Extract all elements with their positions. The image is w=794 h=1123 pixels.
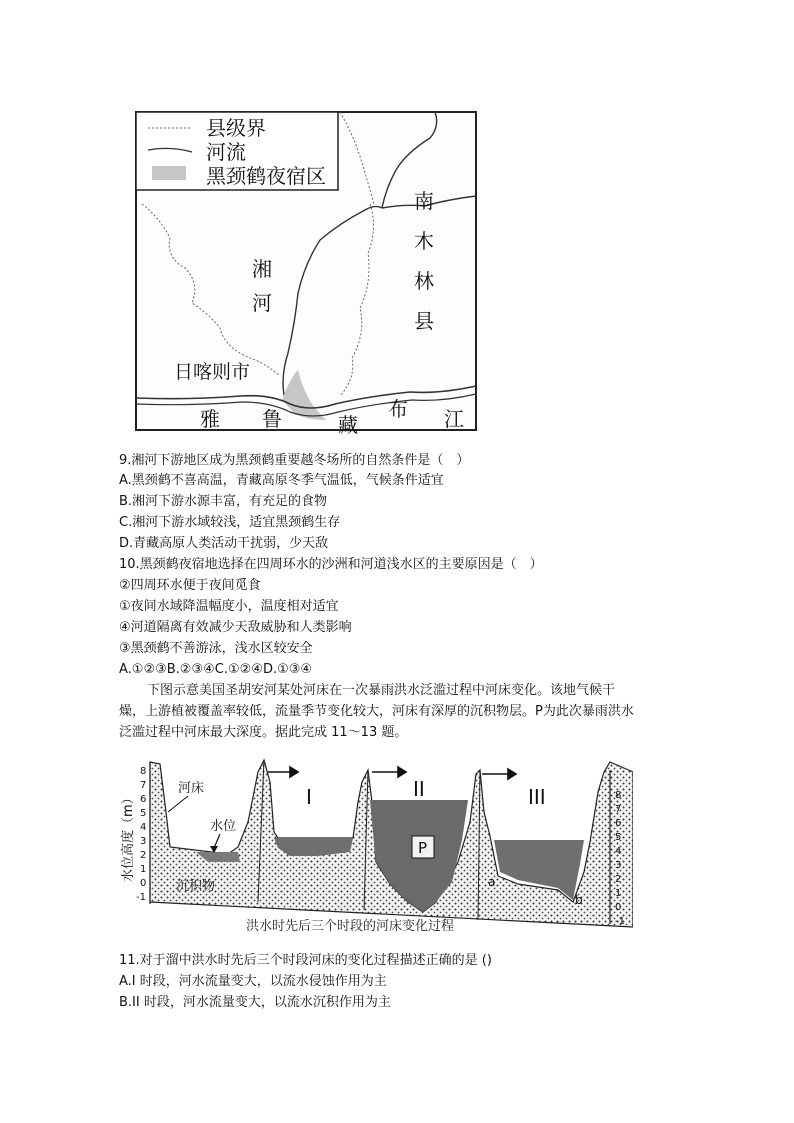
big-river-char: 雅 (200, 407, 220, 431)
right-tick: 4 (615, 846, 622, 857)
left-tick: 5 (140, 808, 147, 819)
left-tick: 3 (140, 836, 147, 847)
question-9-stem: 9.湘河下游地区成为黑颈鹤重要越冬场所的自然条件是（ ） (119, 453, 470, 468)
county-label-char: 林 (414, 269, 434, 293)
big-river-char: 布 (388, 397, 408, 421)
left-tick: 8 (140, 766, 147, 777)
river-label-char: 河 (252, 291, 272, 315)
legend-label-river: 河流 (206, 140, 246, 164)
city-label: 日喀则市 (174, 361, 251, 383)
left-tick: 4 (140, 822, 147, 833)
option-9b: B.湘河下游水源丰富，有充足的食物 (119, 494, 328, 509)
statement-2: ②四周环水便于夜间觅食 (119, 578, 261, 593)
intro-paragraph: 下图示意美国圣胡安河某处河床在一次暴雨洪水泛滥过程中河床变化。该地气候干燥，上游植被覆盖率较低，流量季节变化较大，河床有深厚的沉积物层。P为此次暴雨洪水泛滥过程中河床最大深度。据此完成 11～13 题。 (119, 683, 634, 740)
right-tick: 3 (615, 860, 622, 871)
option-9c: C.湘河下游水域较浅，适宜黑颈鹤生存 (119, 515, 341, 530)
stage-label-2: II (413, 777, 425, 801)
y-axis-label: 水位高度（m） (121, 791, 136, 882)
question-10-options: A.①②③B.②③④C.①②④D.①③④ (119, 662, 313, 677)
right-tick: 7 (615, 804, 622, 815)
county-label-char: 木 (414, 229, 434, 253)
left-tick: 1 (140, 864, 147, 875)
question-11-stem: 11.对于溜中洪水时先后三个时段河床的变化过程描述正确的是 () (119, 953, 492, 968)
left-tick: 6 (140, 794, 147, 805)
right-tick: 0 (615, 902, 622, 913)
left-tick: 0 (140, 878, 147, 889)
legend-roost-swatch-icon (152, 166, 186, 180)
right-tick: 2 (615, 874, 622, 885)
label-water-level: 水位 (210, 819, 237, 834)
right-tick: -1 (615, 916, 625, 927)
river-label-char: 湘 (252, 257, 272, 281)
label-p: P (418, 839, 428, 857)
option-11b: B.II 时段，河水流量变大，以流水沉积作用为主 (119, 995, 391, 1010)
label-a: a (488, 875, 496, 889)
big-river-char: 江 (444, 407, 464, 431)
statement-4: ④河道隔离有效减少天敌威胁和人类影响 (119, 620, 352, 635)
left-tick: -1 (136, 892, 146, 903)
option-11a: A.I 时段，河水流量变大，以流水侵蚀作用为主 (119, 974, 387, 989)
right-tick: 1 (615, 888, 622, 899)
legend-label-county: 县级界 (206, 116, 266, 140)
label-b: b (575, 893, 583, 907)
statement-3: ③黑颈鹤不善游泳，浅水区较安全 (119, 641, 313, 656)
figure-caption: 洪水时先后三个时段的河床变化过程 (246, 919, 455, 934)
county-label-char: 南 (414, 189, 434, 213)
option-9a: A.黑颈鹤不喜高温，青藏高原冬季气温低，气候条件适宜 (119, 473, 444, 488)
left-tick: 7 (140, 780, 147, 791)
left-tick: 2 (140, 850, 147, 861)
option-9d: D.青藏高原人类活动干扰弱，少天敌 (119, 536, 329, 551)
question-10-stem: 10.黑颈鹤夜宿地选择在四周环水的沙洲和河道浅水区的主要原因是（ ） (119, 557, 543, 572)
big-river-char: 藏 (338, 413, 358, 437)
statement-1: ①夜间水域降温幅度小，温度相对适宜 (119, 599, 339, 614)
legend-label-roost: 黑颈鹤夜宿区 (206, 164, 326, 188)
stage-label-1: I (306, 785, 312, 809)
label-sediment: 沉积物 (176, 879, 216, 894)
riverbed-figure (118, 752, 633, 942)
map-figure (130, 108, 485, 438)
big-river-char: 鲁 (262, 407, 282, 431)
right-tick: 6 (615, 818, 622, 829)
county-label-char: 县 (414, 309, 434, 333)
right-tick: 8 (615, 790, 622, 801)
stage-label-3: III (528, 785, 546, 809)
label-riverbed: 河床 (178, 781, 205, 796)
right-tick: 5 (615, 832, 622, 843)
